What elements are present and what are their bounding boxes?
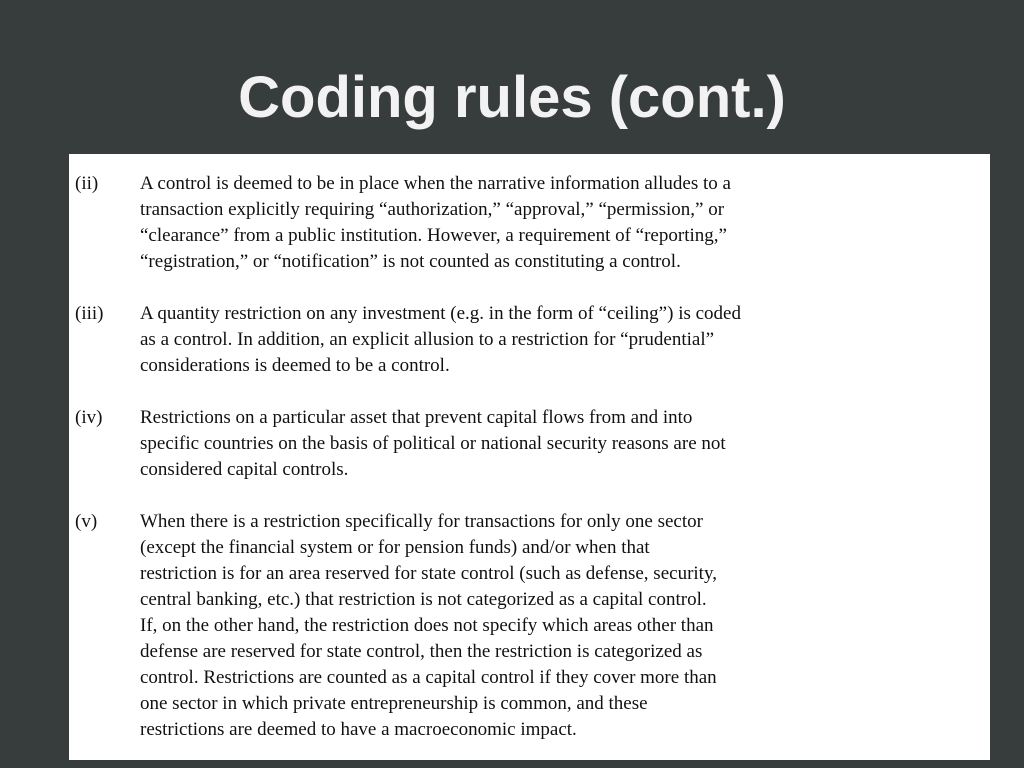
rule-item-v [75,509,970,743]
rule-line: A quantity restriction on any investment (e.g. in the form of “ceiling”) is coded [140,303,741,324]
rule-line: as a control. In addition, an explicit allusion to a restriction for “prudential” [140,329,715,350]
document-excerpt [69,154,990,760]
slide-title: Coding rules (cont.) [238,65,786,130]
rule-number: (iv) [75,407,103,428]
rule-line: defense are reserved for state control, then the restriction is categorized as [140,641,703,662]
rule-number: (iii) [75,303,104,324]
rule-line: (except the financial system or for pension funds) and/or when that [140,537,650,558]
rule-line: “clearance” from a public institution. However, a requirement of “reporting,” [140,225,727,246]
rule-line: restrictions are deemed to have a macroeconomic impact. [140,719,577,740]
rule-line: one sector in which private entrepreneurship is common, and these [140,693,648,714]
rule-line: When there is a restriction specifically for transactions for only one sector [140,511,703,532]
rule-line: restriction is for an area reserved for state control (such as defense, security, [140,563,717,584]
rule-number: (ii) [75,173,99,194]
rule-text [140,301,970,379]
rule-item-ii [75,171,970,275]
rule-item-iii [75,301,970,379]
rule-line: A control is deemed to be in place when the narrative information alludes to a [140,173,731,194]
rule-line: Restrictions on a particular asset that prevent capital flows from and into [140,407,693,428]
rule-line: considerations is deemed to be a control. [140,355,450,376]
rule-line: specific countries on the basis of political or national security reasons are not [140,433,726,454]
rule-line: control. Restrictions are counted as a capital control if they cover more than [140,667,717,688]
rule-line: “registration,” or “notification” is not counted as constituting a control. [140,251,681,272]
rule-number: (v) [75,511,98,532]
rule-line: central banking, etc.) that restriction is not categorized as a capital control. [140,589,707,610]
rule-text [140,405,970,483]
rule-line: considered capital controls. [140,459,349,480]
rule-line: transaction explicitly requiring “authorization,” “approval,” “permission,” or [140,199,725,220]
rule-line: If, on the other hand, the restriction does not specify which areas other than [140,615,714,636]
rule-item-iv [75,405,970,483]
rule-text [140,509,970,743]
rule-text [140,171,970,275]
